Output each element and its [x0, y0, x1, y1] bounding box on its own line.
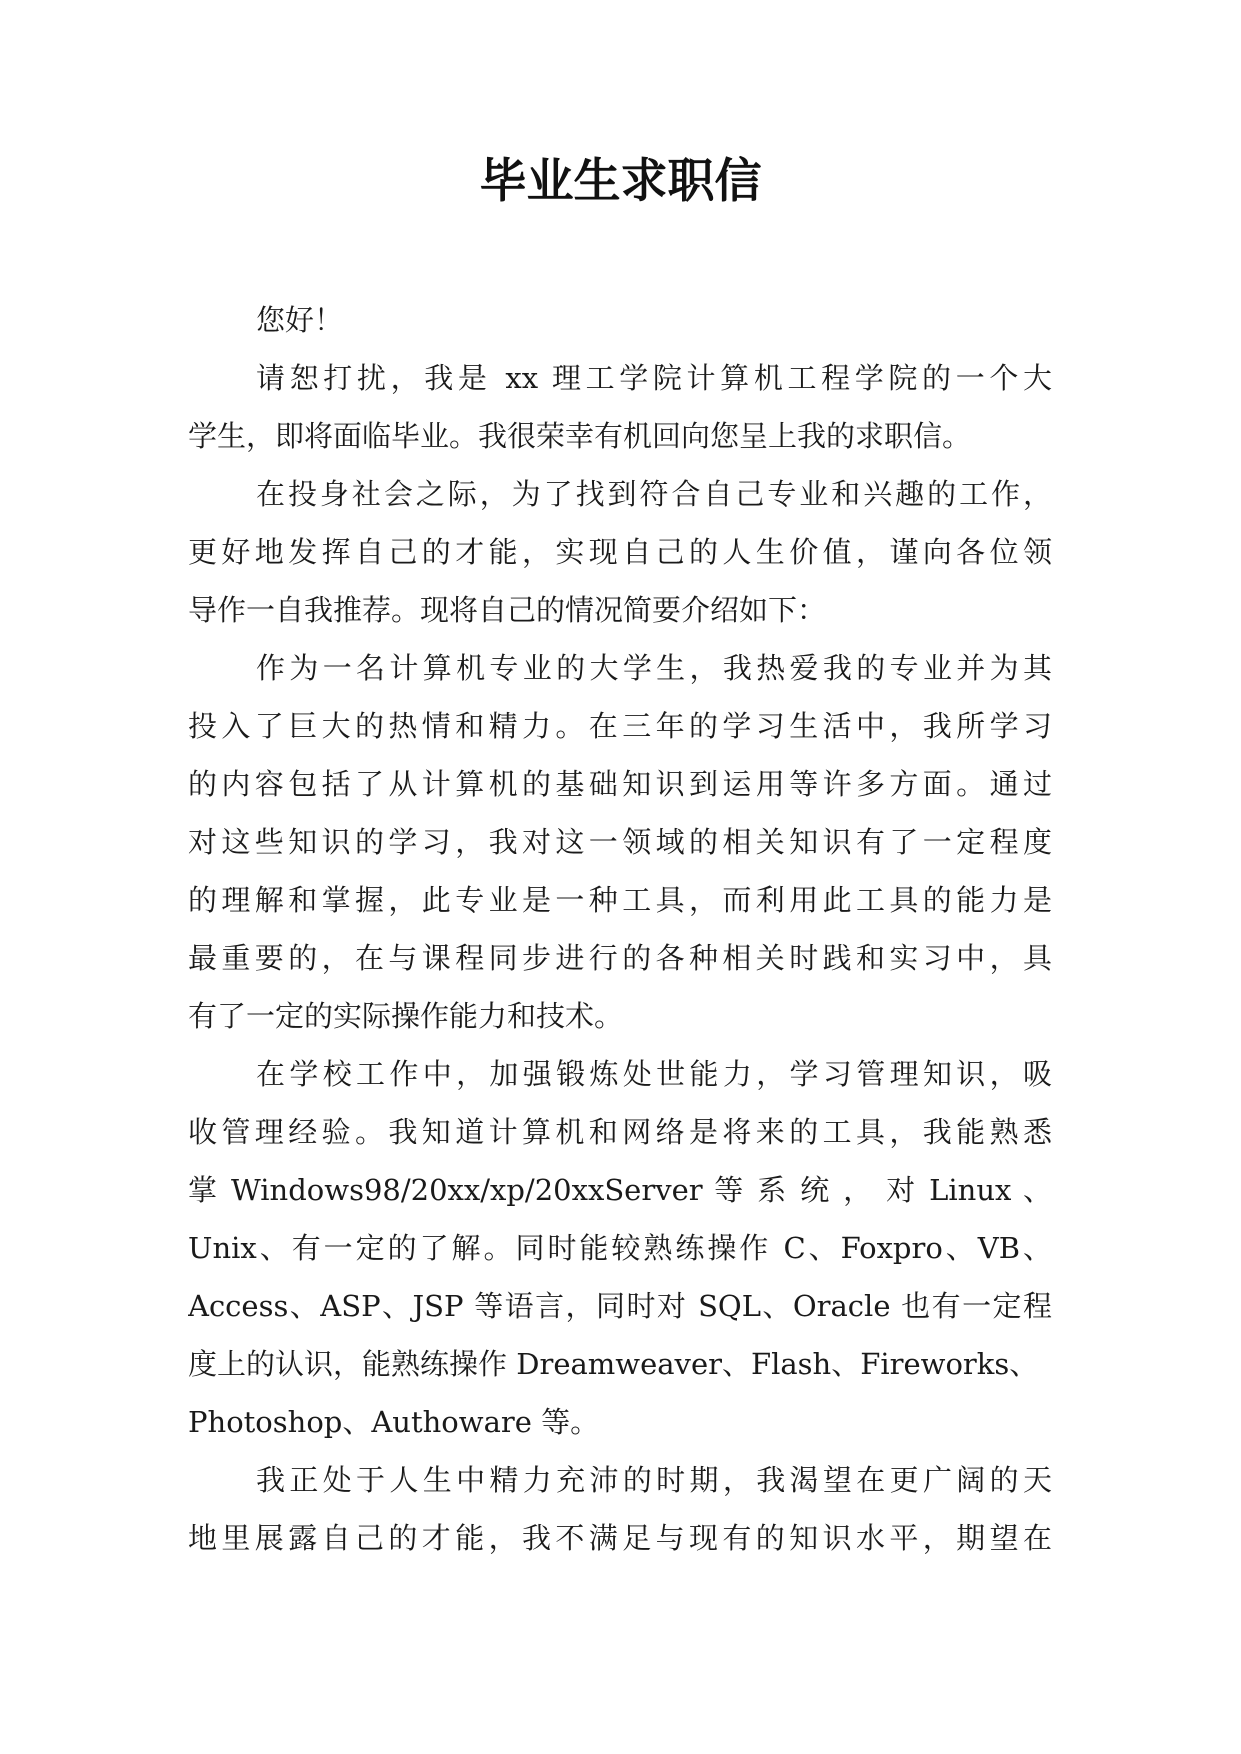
paragraph-4-line-7: Photoshop、Authoware 等。 [188, 1405, 600, 1439]
paragraph-3-line-7: 有了一定的实际操作能力和技术。 [188, 999, 624, 1033]
paragraph-2-line-1: 在投身社会之际，为了找到符合自己专业和兴趣的工作， [256, 477, 1052, 511]
paragraph-2-line-2: 更好地发挥自己的才能，实现自己的人生价值，谨向各位领 [188, 535, 1052, 569]
paragraph-3-line-1: 作为一名计算机专业的大学生，我热爱我的专业并为其 [256, 651, 1052, 685]
paragraph-4-line-3: 掌 Windows98/20xx/xp/20xxServer 等 系 统 ， 对 Linux 、 [188, 1173, 1052, 1207]
paragraph-4-line-2: 收管理经验。我知道计算机和网络是将来的工具，我能熟悉 [188, 1115, 1052, 1149]
paragraph-3-line-3: 的内容包括了从计算机的基础知识到运用等许多方面。通过 [188, 767, 1052, 801]
paragraph-5-line-2: 地里展露自己的才能，我不满足与现有的知识水平，期望在 [188, 1521, 1052, 1555]
paragraph-1-line-1: 请恕打扰，我是 xx 理工学院计算机工程学院的一个大 [256, 361, 1052, 395]
document-title: 毕业生求职信 [479, 154, 762, 209]
paragraph-3-line-4: 对这些知识的学习，我对这一领域的相关知识有了一定程度 [188, 825, 1052, 859]
paragraph-4-line-4: Unix、有一定的了解。同时能较熟练操作 C、Foxpro、VB、 [188, 1231, 1052, 1265]
paragraph-3-line-5: 的理解和掌握，此专业是一种工具，而利用此工具的能力是 [188, 883, 1052, 917]
letter-body [188, 291, 1052, 1567]
paragraph-3-line-2: 投入了巨大的热情和精力。在三年的学习生活中，我所学习 [188, 709, 1052, 743]
paragraph-5-line-1: 我正处于人生中精力充沛的时期，我渴望在更广阔的天 [256, 1463, 1052, 1497]
paragraph-3-line-6: 最重要的，在与课程同步进行的各种相关时践和实习中，具 [188, 941, 1052, 975]
paragraph-2-line-3: 导作一自我推荐。现将自己的情况简要介绍如下： [188, 593, 827, 627]
paragraph-4-line-1: 在学校工作中，加强锻炼处世能力，学习管理知识，吸 [256, 1057, 1052, 1091]
paragraph-4-line-6: 度上的认识，能熟练操作 Dreamweaver、Flash、Fireworks、 [188, 1347, 1039, 1381]
paragraph-4-line-5: Access、ASP、JSP 等语言，同时对 SQL、Oracle 也有一定程 [188, 1289, 1052, 1323]
paragraph-1-line-2: 学生，即将面临毕业。我很荣幸有机回向您呈上我的求职信。 [188, 419, 972, 453]
greeting-line: 您好！ [256, 303, 344, 337]
